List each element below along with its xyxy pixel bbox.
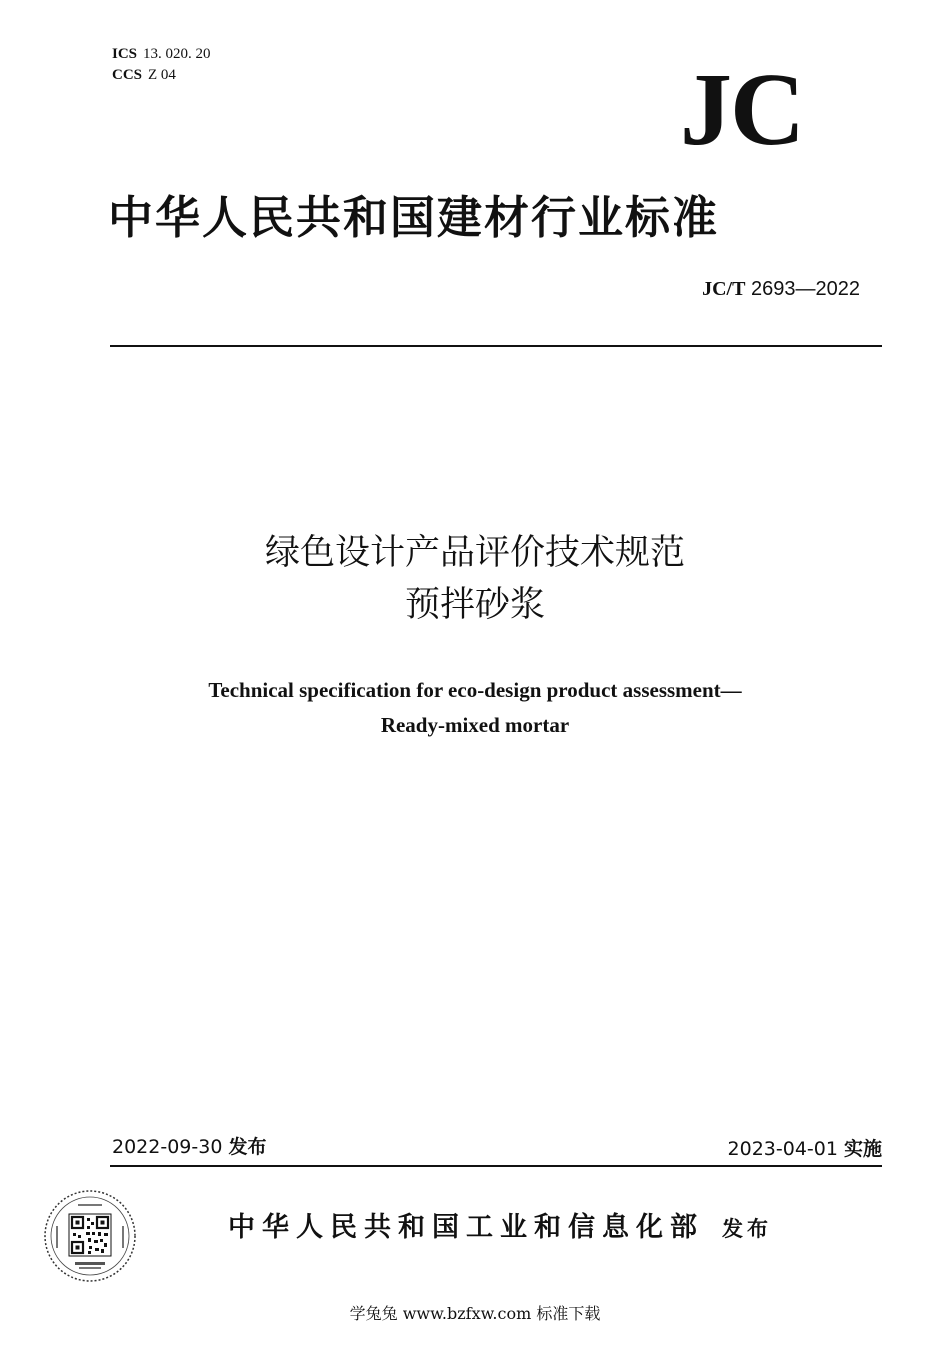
top-divider bbox=[110, 345, 882, 347]
implement-date-value: 2023-04-01 bbox=[727, 1138, 838, 1160]
issue-date bbox=[112, 1134, 266, 1160]
implement-date-label: 实施 bbox=[843, 1138, 882, 1160]
standard-category-heading: 中华人民共和国建材行业标准 bbox=[108, 191, 720, 244]
ccs-label: CCS bbox=[112, 67, 143, 83]
bottom-divider bbox=[110, 1165, 882, 1167]
publisher-action: 发布 bbox=[722, 1217, 772, 1241]
qr-seal-icon bbox=[42, 1188, 138, 1284]
standard-number-value: 2693—2022 bbox=[751, 278, 860, 300]
ccs-value: Z 04 bbox=[148, 67, 176, 83]
ics-value: 13. 020. 20 bbox=[143, 46, 211, 62]
classification-codes bbox=[112, 44, 211, 86]
issue-date-label: 发布 bbox=[228, 1136, 267, 1158]
publisher-name: 中华人民共和国工业和信息化部 bbox=[228, 1212, 704, 1243]
title-en-line1: Technical specification for eco-design product assessment— bbox=[208, 678, 742, 702]
jc-logo: JC bbox=[680, 52, 804, 167]
standard-number bbox=[702, 276, 860, 302]
standard-number-prefix: JC/T bbox=[702, 278, 746, 300]
ics-code bbox=[112, 44, 211, 65]
title-cn-line1: 绿色设计产品评价技术规范 bbox=[264, 533, 685, 573]
title-cn-line2: 预拌砂浆 bbox=[404, 585, 545, 625]
ics-label: ICS bbox=[112, 46, 138, 62]
footer-watermark-text: 学兔兔 www.bzfxw.com 标准下载 bbox=[349, 1304, 601, 1323]
implement-date bbox=[728, 1136, 882, 1162]
title-en-line2: Ready-mixed mortar bbox=[380, 713, 570, 737]
ccs-code bbox=[112, 65, 211, 86]
issue-date-value: 2022-09-30 bbox=[112, 1136, 223, 1158]
